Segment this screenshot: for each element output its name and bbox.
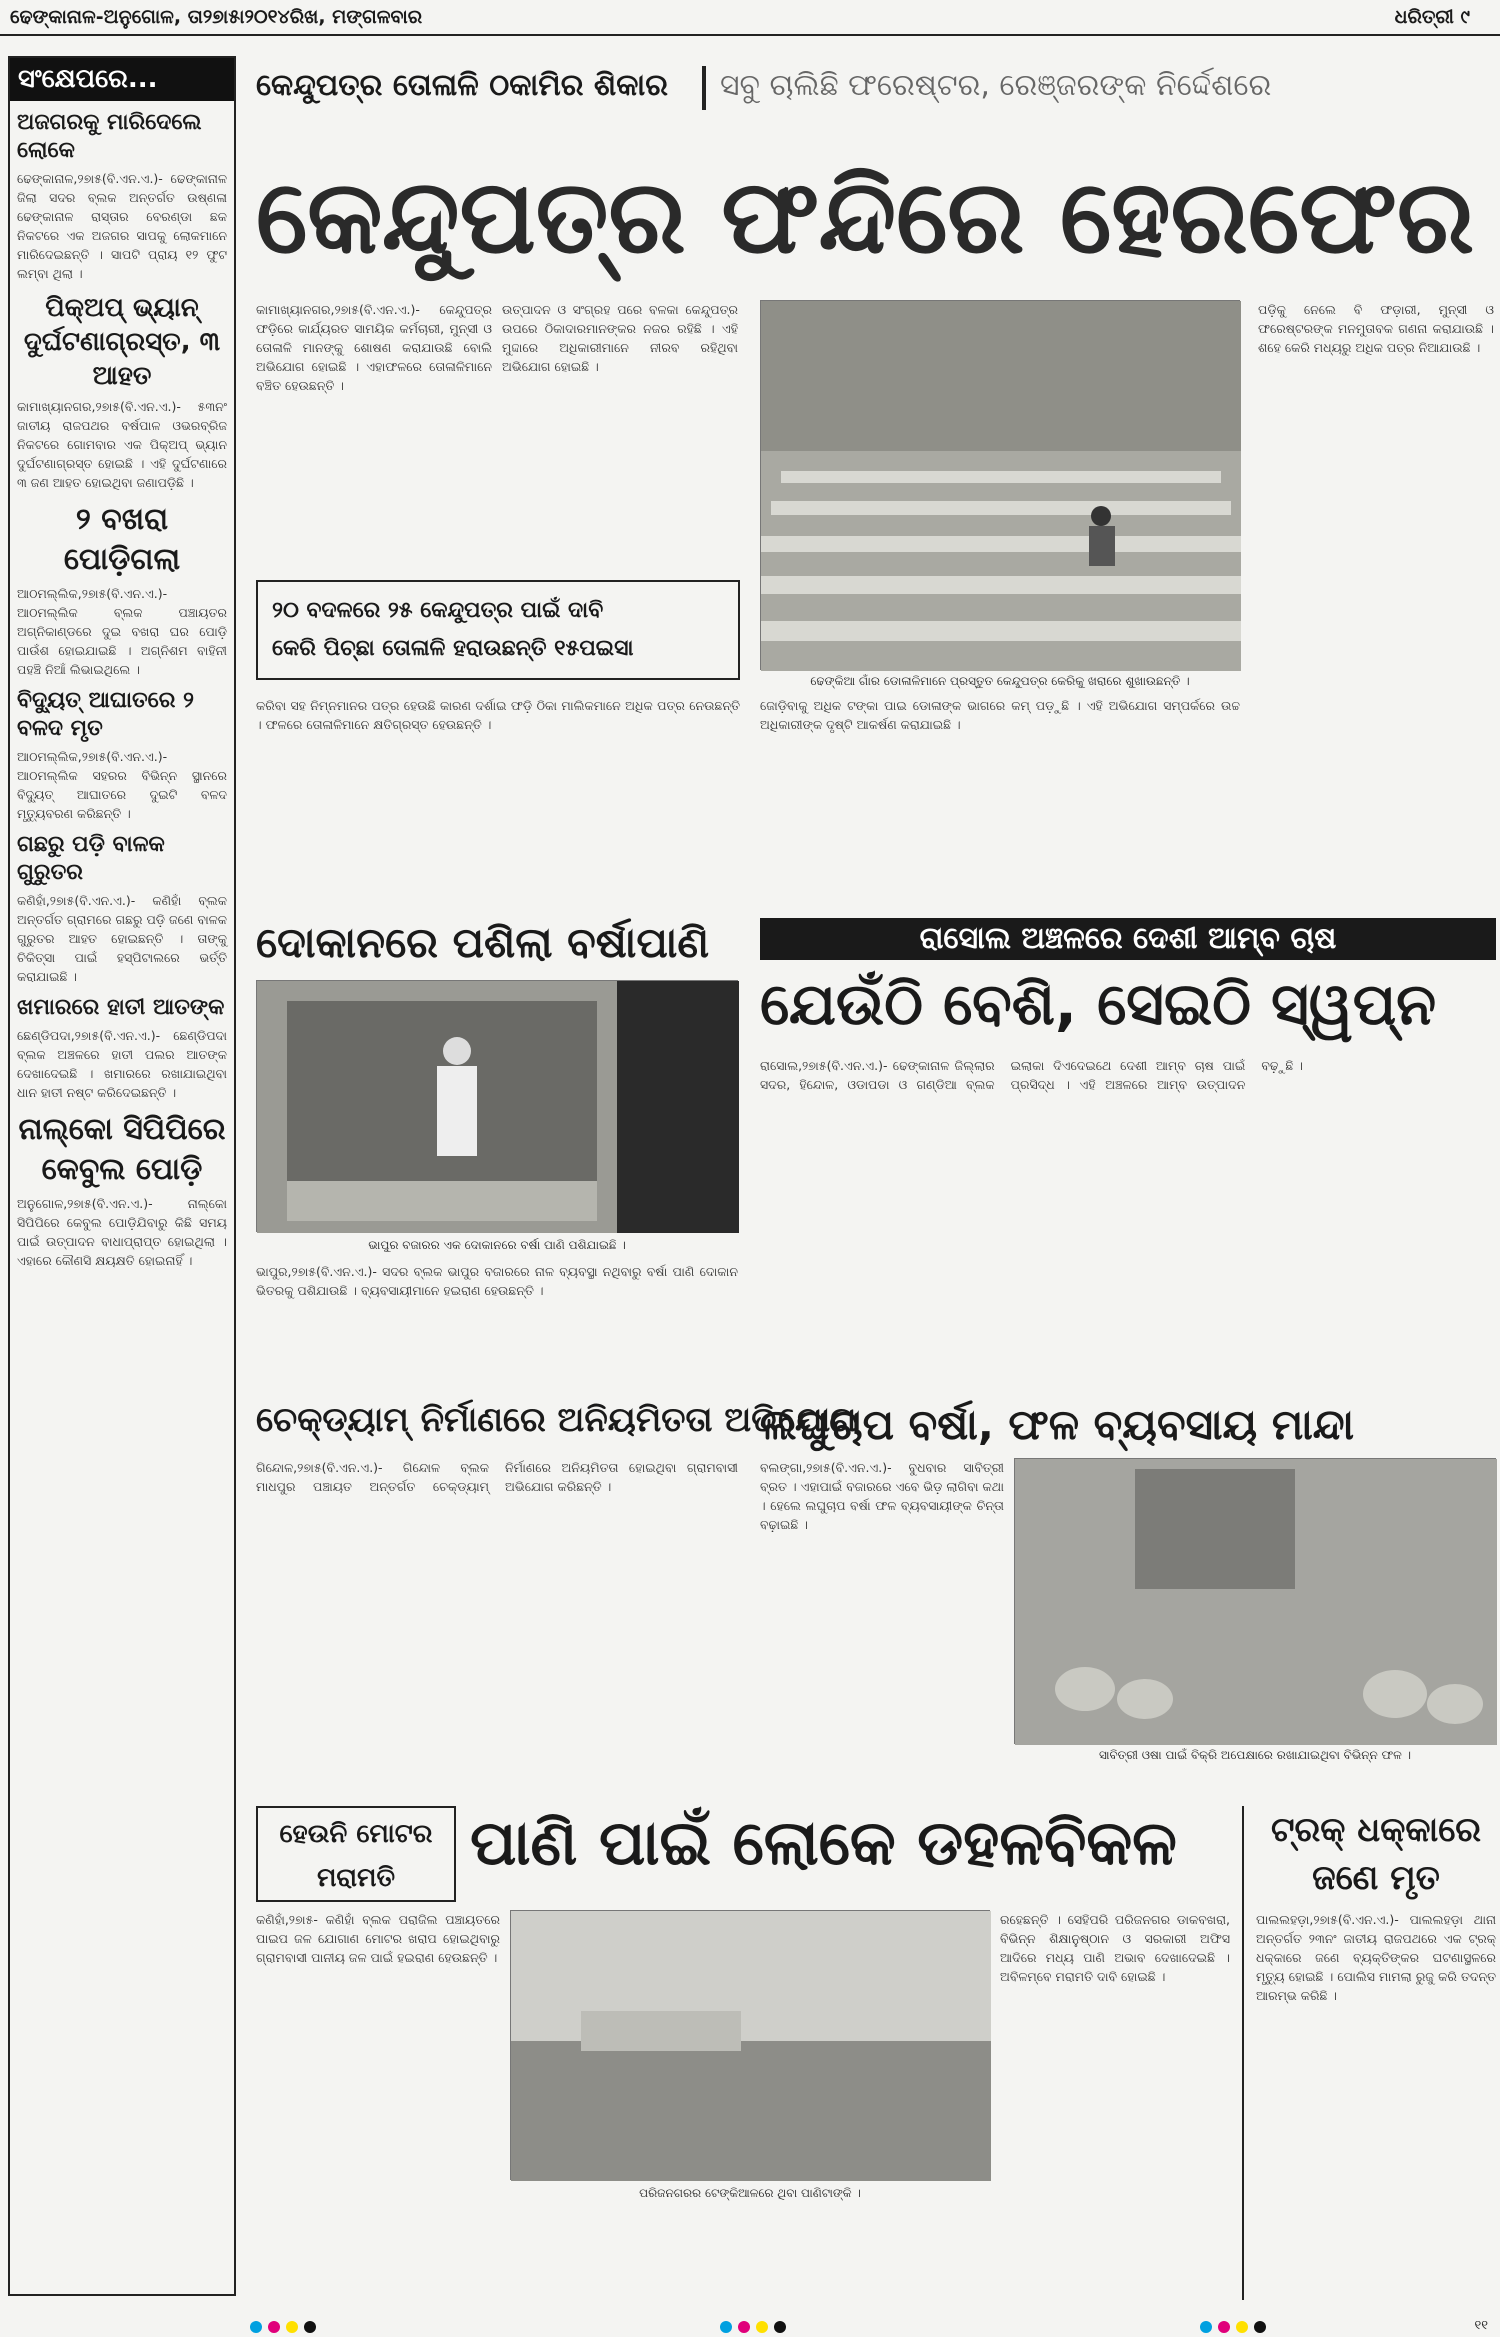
lead-headline: କେନ୍ଦୁପତ୍ର ଫନ୍ଦିରେ ହେରଫେର: [256, 158, 1475, 277]
yellow-dot: [286, 2321, 298, 2333]
brief-body: ଆଠମଲ୍ଲିକ,୨୭ା୫(ବି.ଏନ.ଏ.)- ଆଠମଲ୍ଲିକ ବ୍ଲକ ପଞ୍ଚାୟତର ଅଗ୍ନିକାଣ୍ଡରେ ଦୁଇ ବଖରା ଘର ପୋଡ଼ି ପାଉଁଶ ହୋଇଯାଇଛି । ଅଗ୍ନିଶମ ବାହିନୀ ପହଞ୍ଚି ନିଆଁ ଲିଭାଇଥିଲେ ।: [17, 586, 227, 677]
page-number: ଧରିତ୍ରୀ ୯: [1394, 6, 1470, 28]
shop-headline: ଦୋକାନରେ ପଶିଲା ବର୍ଷାପାଣି: [256, 918, 710, 967]
magenta-dot: [738, 2321, 750, 2333]
brief-headline: ଗଛରୁ ପଡ଼ି ବାଳକ ଗୁରୁତର: [17, 832, 165, 885]
lead-under-photo: ଜୋଡ଼ିବାକୁ ଅଧିକ ଟଙ୍କା ପାଇ ଡୋଳାଙ୍କ ଭାଗରେ କମ୍‌ ପଡ଼ୁଛି । ଏହି ଅଭିଯୋଗ ସମ୍ପର୍କରେ ଉଚ୍ଚ ଅଧିକାରୀଙ୍କ ଦୃଷ୍ଟି ଆକର୍ଷଣ କରାଯାଇଛି ।: [760, 698, 1240, 732]
fruit-photo-caption: ସାବିତ୍ରୀ ଓଷା ପାଇଁ ବିକ୍ରି ଅପେକ୍ଷାରେ ରଖାଯାଇଥିବା ବିଭିନ୍ନ ଫଳ ।: [1098, 1748, 1412, 1762]
lead-kicker: କେନ୍ଦୁପତ୍ର ତୋଳାଳି ଠକାମିର ଶିକାର: [256, 68, 669, 103]
truck-headline: ଟ୍ରକ୍‌ ଧକ୍କାରେ ଜଣେ ମୃତ: [1270, 1810, 1482, 1898]
mango-body: ରାସୋଲ,୨୭ା୫(ବି.ଏନ.ଏ.)- ଢେଙ୍କାନାଳ ଜିଲ୍ଲାର ସଦର, ହିନ୍ଦୋଳ, ଓଡାପଡା ଓ ଗଣ୍ଡିଆ ବ୍ଲକ ଇଲାକା ଦିଏଦେଇଥେ ଦେଶୀ ଆମ୍ବ ଚାଷ ପାଇଁ ପ୍ରସିଦ୍ଧ । ଏହି ଅଞ୍ଚଳରେ ଆମ୍ବ ଉତ୍ପାଦନ ବଢ଼ୁଛି ।: [760, 1058, 1303, 1092]
cyan-dot: [720, 2321, 732, 2333]
photo-water-tank: [511, 1911, 991, 2181]
shop-body: ଭାପୁର,୨୭ା୫(ବି.ଏନ.ଏ.)- ସଦର ବ୍ଲକ ଭାପୁର ବଜାରରେ ନାଳ ବ୍ୟବସ୍ଥା ନଥିବାରୁ ବର୍ଷା ପାଣି ଦୋକାନ ଭିତରକୁ ପଶିଯାଉଛି । ବ୍ୟବସାୟୀମାନେ ହଇରାଣ ହେଉଛନ୍ତି ।: [256, 1264, 738, 1298]
truck-body: ପାଲଲହଡ଼ା,୨୭ା୫(ବି.ଏନ.ଏ.)- ପାଲଲହଡ଼ା ଥାନା ଅନ୍ତର୍ଗତ ୨୩ନଂ ଜାତୀୟ ରାଜପଥରେ ଏକ ଟ୍ରକ୍‌ ଧକ୍କାରେ ଜଣେ ବ୍ୟକ୍ତିଙ୍କର ଘଟଣାସ୍ଥଳରେ ମୃତ୍ୟୁ ହୋଇଛି । ପୋଲିସ ମାମଲା ରୁଜୁ କରି ତଦନ୍ତ ଆରମ୍ଭ କରିଛି ।: [1256, 1912, 1496, 2003]
cyan-dot: [250, 2321, 262, 2333]
brief-body: ଅନୁଗୋଳ,୨୭ା୫(ବି.ଏନ.ଏ.)- ନାଲ୍‌କୋ ସିପିପିରେ କେବୁଲ ପୋଡ଼ିଯିବାରୁ କିଛି ସମୟ ପାଇଁ ଉତ୍ପାଦନ ବାଧାପ୍ରାପ୍ତ ହୋଇଥିଲା । ଏହାରେ କୌଣସି କ୍ଷୟକ୍ଷତି ହୋଇନାହିଁ ।: [17, 1196, 227, 1268]
photo-fruit-stall: [1015, 1459, 1497, 1745]
cyan-dot: [1200, 2321, 1212, 2333]
mango-band: ରାସୋଲ ଅଞ୍ଚଳରେ ଦେଶୀ ଆମ୍ବ ଚାଷ: [760, 918, 1496, 960]
checkdam-headline: ଚେକ୍‌ଡ୍ୟାମ୍‌ ନିର୍ମାଣରେ ଅନିୟମିତତା ଅଭିଯୋଗ: [256, 1400, 857, 1440]
magenta-dot: [268, 2321, 280, 2333]
fruit-headline: ଲଘୁଚାପ ବର୍ଷା, ଫଳ ବ୍ୟବସାୟ ମାନ୍ଦା: [760, 1400, 1355, 1449]
water-photo-caption: ପରିଜନଗରର ଟେଙ୍କିଆଳରେ ଥିବା ପାଣିଟାଙ୍କି ।: [639, 2186, 861, 2200]
lead-right-column: ପଡ଼ିକୁ ନେଲେ ବି ଫଡ଼ାରୀ, ମୁନ୍‌ସୀ ଓ ଫରେଷ୍ଟରଙ୍କ ମନମୁତାବକ ଗଣନା କରାଯାଉଛି । ଶହେ କେରି ମଧ୍ୟରୁ ଅଧିକ ପତ୍ର ନିଆଯାଉଛି ।: [1258, 302, 1494, 355]
photo-leaves-drying: [761, 301, 1241, 671]
print-footer: [0, 2318, 1500, 2337]
brief-headline: ବିଦ୍ୟୁତ୍‌ ଆଘାତରେ ୨ ବଳଦ ମୃତ: [17, 688, 194, 741]
sidebar-title: ସଂକ୍ଷେପରେ...: [10, 58, 234, 101]
callout-line-1: ୨୦ ବଦଳରେ ୨୫ କେନ୍ଦୁପତ୍ର ପାଇଁ ଦାବି: [272, 598, 604, 623]
mango-headline: ଯେଉଁଠି ବେଶି, ସେଇଠି ସ୍ୱପ୍ନ: [760, 970, 1437, 1038]
lead-kicker-secondary: ସବୁ ଚାଲିଛି ଫରେଷ୍ଟର, ରେଞ୍ଜରଙ୍କ ନିର୍ଦ୍ଦେଶରେ: [720, 68, 1272, 103]
brief-body: କଣିହାଁ,୨୭ା୫(ବି.ଏନ.ଏ.)- କଣିହାଁ ବ୍ଲକ ଅନ୍ତର୍ଗତ ଗ୍ରାମରେ ଗଛରୁ ପଡ଼ି ଜଣେ ବାଳକ ଗୁରୁତର ଆହତ ହୋଇଛନ୍ତି । ତାଙ୍କୁ ଚିକିତ୍ସା ପାଇଁ ହସ୍ପିଟାଲରେ ଭର୍ତ୍ତି କରାଯାଇଛି ।: [17, 893, 227, 984]
water-body: କଣିହାଁ,୨୭ା୫- କଣିହାଁ ବ୍ଲକ ପରାଜିଲ ପଞ୍ଚାୟତରେ ପାଇପ ଜଳ ଯୋଗାଣ ମୋଟର ଖରାପ ହୋଇଥିବାରୁ ଗ୍ରାମବାସୀ ପାନୀୟ ଜଳ ପାଇଁ ହଇରାଣ ହେଉଛନ୍ତି ।: [256, 1912, 500, 1965]
dateline: ଢେଙ୍କାନାଳ-ଅନୁଗୋଳ, ତା୨୭ା୫ା୨୦୧୪ରିଖ, ମଙ୍ଗଳବାର: [10, 6, 423, 28]
brief-body: ଆଠମଲ୍ଲିକ,୨୭ା୫(ବି.ଏନ.ଏ.)- ଆଠମଲ୍ଲିକ ସହରର ବିଭିନ୍ନ ସ୍ଥାନରେ ବିଦ୍ୟୁତ୍‌ ଆଘାତରେ ଦୁଇଟି ବଳଦ ମୃତ୍ୟୁବରଣ କରିଛନ୍ତି ।: [17, 749, 227, 821]
lead-photo-caption: ଢେଙ୍କିଆ ଗାଁର ଡୋଳାଳିମାନେ ପ୍ରସ୍ତୁତ କେନ୍ଦୁପତ୍ର କେରିକୁ ଖରାରେ ଶୁଖାଉଛନ୍ତି ।: [810, 674, 1190, 688]
brief-body: ଛେଣ୍ଡିପଦା,୨୭ା୫(ବି.ଏନ.ଏ.)- ଛେଣ୍ଡିପଦା ବ୍ଲକ ଅଞ୍ଚଳରେ ହାତୀ ପଲର ଆତଙ୍କ ଦେଖାଦେଇଛି । ଖମାରରେ ରଖାଯାଇଥିବା ଧାନ ହାତୀ ନଷ୍ଟ କରିଦେଇଛନ୍ତି ।: [17, 1028, 227, 1100]
brief-headline: ଅଜଗରକୁ ମାରିଦେଲେ ଲୋକେ: [17, 110, 202, 163]
water-headline: ପାଣି ପାଇଁ ଲୋକେ ଡହଳବିକଳ: [470, 1806, 1177, 1879]
lead-photo: [760, 300, 1240, 670]
magenta-dot: [1218, 2321, 1230, 2333]
sidebar-briefs: [8, 56, 236, 2296]
shop-photo: [256, 980, 738, 1232]
callout-line-2: କେରି ପିଚ୍ଛା ତୋଳାଳି ହରାଉଛନ୍ତି ୧୫ପଇସା: [272, 636, 634, 661]
brief-body: କାମାଖ୍ୟାନଗର,୨୭ା୫(ବି.ଏନ.ଏ.)- ୫୩ନଂ ଜାତୀୟ ରାଜପଥର ବର୍ଷପାଳ ଓଭରବ୍ରିଜ ନିକଟରେ ଗୋମବାର ଏକ ପିକ୍‌ଅପ୍‌ ଭ୍ୟାନ ଦୁର୍ଘଟଣାଗ୍ରସ୍ତ ହୋଇଛି । ଏହି ଦୁର୍ଘଟଣାରେ ୩ ଜଣ ଆହତ ହୋଇଥିବା ଜଣାପଡ଼ିଛି ।: [17, 399, 227, 490]
lead-column-2: ଉତ୍ପାଦନ ଓ ସଂଗ୍ରହ ପରେ ବଳକା କେନ୍ଦୁପତ୍ର ଉପରେ ଠିକାଦାରମାନଙ୍କର ନଜର ରହିଛି । ଏହି ମୁଦ୍ଦାରେ ଅଧିକାରୀମାନେ ନୀରବ ରହିଥିବା ଅଭିଯୋଗ ହୋଇଛି ।: [502, 302, 738, 374]
column-rule: [1242, 1806, 1244, 2300]
black-dot: [304, 2321, 316, 2333]
water-body-2: ରହେଛନ୍ତି । ସେହିପରି ପରିଜନଗର ଡାକବଖରା, ବିଭିନ୍ନ ଶିକ୍ଷାନୁଷ୍ଠାନ ଓ ସରକାରୀ ଅଫିସ ଆଦିରେ ମଧ୍ୟ ପାଣି ଅଭାବ ଦେଖାଦେଇଛି । ଅବିଳମ୍ବେ ମରାମତି ଦାବି ହୋଇଛି ।: [1000, 1912, 1230, 1984]
yellow-dot: [1236, 2321, 1248, 2333]
lead-body-below: କରିବା ସହ ନିମ୍ନମାନର ପତ୍ର ହେଉଛି କାରଣ ଦର୍ଶାଇ ଫଡ଼ି ଠିକା ମାଲିକମାନେ ଅଧିକ ପତ୍ର ନେଉଛନ୍ତି । ଫଳରେ ତୋଳାଳିମାନେ କ୍ଷତିଗ୍ରସ୍ତ ହେଉଛନ୍ତି ।: [256, 698, 740, 732]
lead-callout: [256, 580, 740, 680]
black-dot: [1254, 2321, 1266, 2333]
lead-column-1: କାମାଖ୍ୟାନଗର,୨୭ା୫(ବି.ଏନ.ଏ.)- କେନ୍ଦୁପତ୍ର ଫଡ଼ିରେ କାର୍ଯ୍ୟରତ ସାମୟିକ କର୍ମଚାରୀ, ମୁନ୍‌ସୀ ଓ ତୋଳାଳି ମାନଙ୍କୁ ଶୋଷଣ କରାଯାଉଛି ବୋଲି ଅଭିଯୋଗ ହୋଇଛି । ଏହାଫଳରେ ତୋଳାଳିମାନେ ବଞ୍ଚିତ ହେଉଛନ୍ତି ।: [256, 302, 492, 393]
photo-flooded-shop: [257, 981, 739, 1233]
footer-page-number: ୧୧: [1474, 2318, 1488, 2333]
brief-body: ଢେଙ୍କାନାଳ,୨୭ା୫(ବି.ଏନ.ଏ.)- ଢେଙ୍କାନାଳ ଜିଲା ସଦର ବ୍ଲକ ଅନ୍ତର୍ଗତ ଉଷ୍ଣଳା ଢେଙ୍କାନାଳ ରାସ୍ତାର ବେରଣ୍ଡା ଛକ ନିକଟରେ ଏକ ଅଜଗର ସାପକୁ ଲୋକମାନେ ମାରିଦେଇଛନ୍ତି । ସାପଟି ପ୍ରାୟ ୧୨ ଫୁଟ ଲମ୍ବା ଥିଲା ।: [17, 171, 227, 281]
water-boxed-kicker: ହେଉନି ମୋଟର ମରାମତି: [256, 1806, 456, 1902]
shop-photo-caption: ଭାପୁର ବଜାରର ଏକ ଦୋକାନରେ ବର୍ଷା ପାଣି ପଶିଯାଇଛି ।: [368, 1238, 626, 1252]
fruit-photo: [1014, 1458, 1496, 1744]
page-header: [0, 0, 1500, 36]
checkdam-body: ଗିନ୍ଦୋଳ,୨୭ା୫(ବି.ଏନ.ଏ.)- ଗିନ୍ଦୋଳ ବ୍ଲକ ମାଧପୁର ପଞ୍ଚାୟତ ଅନ୍ତର୍ଗତ ଚେକ୍‌ଡ୍ୟାମ୍‌ ନିର୍ମାଣରେ ଅନିୟମିତତା ହୋଇଥିବା ଗ୍ରାମବାସୀ ଅଭିଯୋଗ କରିଛନ୍ତି ।: [256, 1460, 738, 1494]
black-dot: [774, 2321, 786, 2333]
fruit-body: ବଲଙ୍ଗା,୨୭ା୫(ବି.ଏନ.ଏ.)- ବୁଧବାର ସାବିତ୍ରୀ ବ୍ରତ । ଏହାପାଇଁ ବଜାରରେ ଏବେ ଭିଡ଼ ଲାଗିବା କଥା । ହେଲେ ଲଘୁଚାପ ବର୍ଷା ଫଳ ବ୍ୟବସାୟୀଙ୍କ ଚିନ୍ତା ବଢ଼ାଇଛି ।: [760, 1460, 1004, 1532]
water-photo: [510, 1910, 990, 2180]
brief-headline: ୨ ବଖରା ପୋଡ଼ିଗଲା: [63, 502, 181, 577]
kicker-divider: [702, 66, 706, 110]
yellow-dot: [756, 2321, 768, 2333]
brief-headline: ଖମାରରେ ହାତୀ ଆତଙ୍କ: [17, 995, 225, 1020]
brief-headline: ନାଲ୍‌କୋ ସିପିପିରେ କେବୁଲ ପୋଡ଼ି: [18, 1112, 226, 1187]
brief-headline: ପିକ୍‌ଅପ୍‌ ଭ୍ୟାନ୍‌ ଦୁର୍ଘଟଣାଗ୍ରସ୍ତ, ୩ ଆହତ: [23, 293, 221, 391]
